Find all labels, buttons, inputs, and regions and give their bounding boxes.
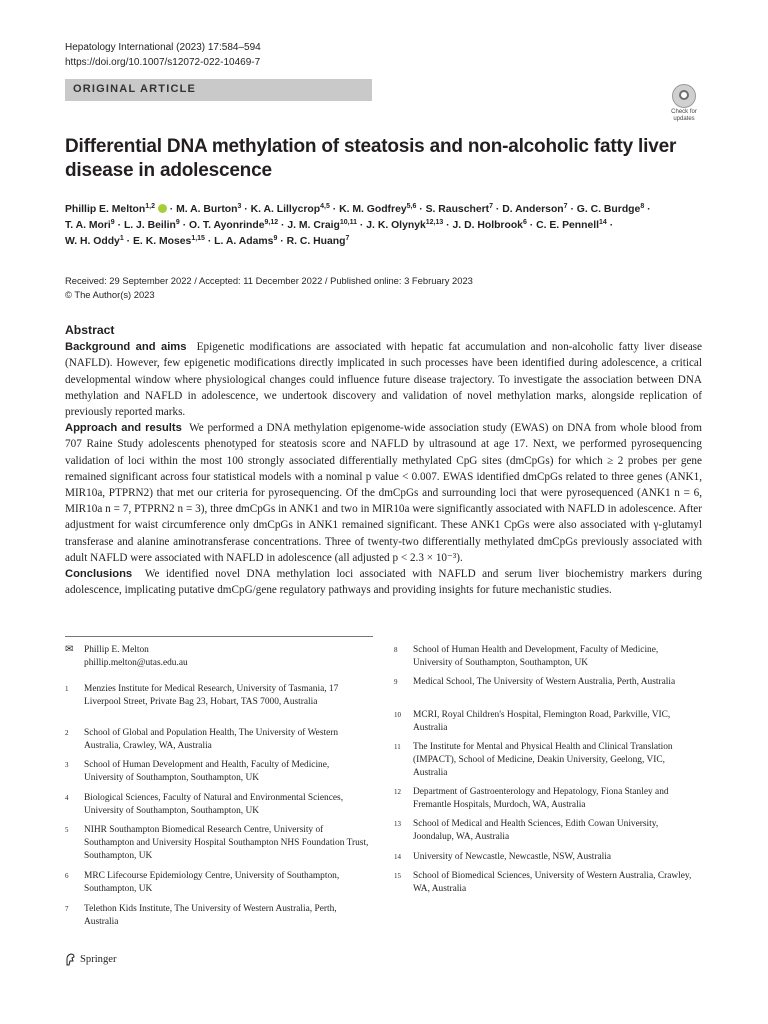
affiliation-item (394, 709, 704, 737)
affiliation-item (65, 759, 370, 787)
author-name: S. Rauschert$^7$ (425, 203, 494, 215)
springer-horse-icon (65, 953, 76, 966)
affiliation-item (394, 741, 704, 781)
affiliation-text: School of Human Development and Health, Faculty of Medicine, University of Southampton, Southampton, UK (84, 760, 330, 783)
affiliation-text: School of Human Health and Development, Faculty of Medicine, University of Southampton, Southampton, UK (413, 645, 659, 668)
affiliation-text: Telethon Kids Institute, The University of Western Australia, Perth, Australia (84, 904, 337, 927)
author-affiliation-sup: 9 (110, 219, 115, 226)
affiliation-number: 3 (65, 761, 69, 769)
affiliation-number: 6 (65, 872, 69, 880)
abstract-section-label: Background and aims (65, 341, 187, 354)
corresponding-author-name: Phillip E. Melton (84, 645, 149, 655)
author-name: D. Anderson$^7$ (502, 203, 568, 215)
affiliation-text: Menzies Institute for Medical Research, University of Tasmania, 17 Liverpool Street, Private Bag 23, Hobart, TAS 7000, Australia (84, 684, 339, 707)
author-affiliation-sup: 1 (119, 235, 124, 242)
affiliation-number: 8 (394, 646, 398, 654)
affiliation-number: 9 (394, 678, 398, 686)
author-name: J. M. Craig$^{10,11}$ (287, 219, 358, 231)
article-title: Differential DNA methylation of steatosis and non-alcoholic fatty liver disease in adolescence (65, 136, 677, 181)
publisher-footer (65, 953, 116, 966)
author-name: G. C. Burdge$^8$ (576, 203, 645, 215)
author-affiliation-sup: 6 (522, 219, 527, 226)
author-name: T. A. Mori$^9$ (65, 219, 115, 231)
publisher-name: Springer (80, 954, 117, 965)
correspondence-block (65, 644, 370, 674)
author-name: L. A. Adams$^9$ (214, 235, 278, 247)
affiliation-number: 5 (65, 826, 69, 834)
affiliation-number: 11 (394, 743, 401, 751)
author-name: E. K. Moses$^{1,15}$ (132, 235, 205, 247)
affiliation-number: 4 (65, 794, 69, 802)
affiliation-text: School of Medical and Health Sciences, Edith Cowan University, Joondalup, WA, Australia (413, 819, 659, 842)
affiliation-text: Medical School, The University of Western Australia, Perth, Australia (413, 677, 676, 687)
affiliation-number: 14 (394, 853, 401, 861)
affiliation-number: 1 (65, 685, 69, 693)
author-affiliation-sup: 5,6 (406, 203, 417, 210)
affiliation-text: School of Biomedical Sciences, University of Western Australia, Crawley, WA, Australia (413, 871, 692, 894)
author-list (65, 202, 715, 250)
author-affiliation-sup: 7 (563, 203, 568, 210)
author-name: M. A. Burton$^3$ (176, 203, 242, 215)
author-affiliation-sup: 10,11 (339, 219, 358, 226)
abstract-section-text: We performed a DNA methylation epigenome-wide association study (EWAS) on DNA from whole blood from 707 Raine Study adolescents phenotyped for steatosis score and NAFLD by ultrasound at age 17. Next, we performed pyrosequencing validation of loci within the most 100 strongly associated differentially methylated CpG sites (dmCpGs) for which ≥ 2 probes per gene remained significant across four statistical models with a nominal p value < 0.007. EWAS identified dmCpGs related to three genes (ANK1, MIR10a, PTPRN2) that met our criteria for pyrosequencing. Of the dmCpGs and surrounding loci that were pyrosequenced (ANK1 n = 6, MIR10a n = 7, PTPRN2 n = 3), three dmCpGs in ANK1 and two in MIR10a were significantly associated with NAFLD in adolescence. After adjustment for waist circumference only dmCpGs in ANK1 remained significant. These ANK1 CpGs were also associated with γ-glutamyl transferase and alanine aminotransferase concentrations. Three of twenty-two differentially methylated dmCpGs previously associated with adult NAFLD were associated with NAFLD in adolescence (all adjusted p < 2.3 × 10⁻³). (65, 422, 702, 564)
author-name: J. D. Holbrook$^6$ (452, 219, 527, 231)
author-name: W. H. Oddy$^1$ (65, 235, 124, 247)
affiliation-item (65, 727, 370, 755)
author-name: L. J. Beilin$^9$ (123, 219, 180, 231)
author-name: J. K. Olynyk$^{12,13}$ (366, 219, 444, 231)
affiliation-item (394, 786, 704, 814)
affiliation-item (394, 870, 704, 898)
footnote-divider (65, 636, 373, 637)
author-affiliation-sup: 9 (273, 235, 278, 242)
abstract-section-text: We identified novel DNA methylation loci associated with NAFLD and serum liver biochemistry markers during adolescence, implicating putative dmCpG/gene regulatory pathways and providing insights for future mechanistic studies. (65, 568, 702, 597)
author-name: R. C. Huang$^7$ (286, 235, 350, 247)
abstract-section-text: Epigenetic modifications are associated with hepatic fat accumulation and non-alcoholic fatty liver disease (NAFLD). However, few epigenetic modifications directly implicated in such processes have been identified during adolescence, a critical developmental window where physiological changes could influence future disease trajectory. To investigate the association between DNA methylation and NAFLD in adolescence, we undertook discovery and validation of novel methylation marks, alongside replication of previously reported marks. (65, 341, 702, 419)
abstract-section-approach (65, 420, 702, 566)
author-affiliation-sup: 7 (345, 235, 350, 242)
envelope-icon: ✉ (65, 644, 74, 655)
affiliation-number: 10 (394, 711, 401, 719)
affiliation-text: The Institute for Mental and Physical Health and Clinical Translation (IMPACT), School of Medicine, Deakin University, Geelong, VIC, Australia (413, 742, 673, 778)
affiliation-number: 15 (394, 872, 401, 880)
article-type-label: ORIGINAL ARTICLE (73, 83, 197, 95)
affiliation-number: 7 (65, 905, 69, 913)
affiliation-number: 13 (394, 820, 401, 828)
author-name: O. T. Ayonrinde$^{9,12}$ (189, 219, 279, 231)
check-for-updates-badge[interactable] (666, 84, 702, 124)
author-affiliation-sup: 14 (599, 219, 607, 226)
author-name: Phillip E. Melton$^{1,2}$ (65, 203, 155, 215)
journal-citation: Hepatology International (2023) 17:584–594 (65, 42, 261, 53)
author-affiliation-sup: 9 (175, 219, 180, 226)
affiliation-item (65, 870, 370, 898)
author-line-2: T. A. Mori$^9$ · L. J. Beilin$^9$ · O. T. Ayonrinde$^{9,12}$ · J. M. Craig$^{10,11}$ · J. K. Olynyk$^{12,13}$ · J. D. Holbrook$^6$ · C. E. Pennell$^{14}$ · (65, 219, 614, 231)
affiliation-item (394, 644, 704, 672)
affiliation-text: NIHR Southampton Biomedical Research Centre, University of Southampton and University Hospital Southampton NHS Foundation Trust, Southampton, UK (84, 825, 369, 861)
check-updates-label: Check for updates (671, 109, 697, 122)
author-affiliation-sup: 4,5 (320, 203, 330, 210)
affiliation-text: MRC Lifecourse Epidemiology Centre, University of Southampton, Southampton, UK (84, 871, 340, 894)
orcid-icon[interactable] (158, 204, 167, 213)
abstract-section-label: Approach and results (65, 422, 182, 435)
author-name: K. M. Godfrey$^{5,6}$ (339, 203, 417, 215)
abstract-section-label: Conclusions (65, 568, 133, 581)
affiliation-number: 12 (394, 788, 401, 796)
journal-header (65, 40, 261, 70)
affiliation-number: 2 (65, 729, 69, 737)
author-affiliation-sup: 7 (489, 203, 494, 210)
author-affiliation-sup: 1,2 (145, 203, 155, 210)
abstract-section-background (65, 339, 702, 420)
affiliation-item (65, 792, 370, 820)
affiliation-item (394, 818, 704, 846)
check-updates-icon (672, 84, 696, 108)
author-affiliation-sup: 1,15 (191, 235, 205, 242)
affiliation-item (65, 824, 370, 864)
affiliation-text: MCRI, Royal Children's Hospital, Flemington Road, Parkville, VIC, Australia (413, 710, 671, 733)
abstract-section-conclusions (65, 566, 702, 598)
affiliation-text: Biological Sciences, Faculty of Natural and Environmental Sciences, University of Southampton, Southampton, UK (84, 793, 344, 816)
publication-dates (65, 274, 473, 302)
author-line-3: W. H. Oddy$^1$ · E. K. Moses$^{1,15}$ · L. A. Adams$^9$ · R. C. Huang$^7$ (65, 235, 350, 247)
author-name: C. E. Pennell$^{14}$ (536, 219, 607, 231)
affiliation-text: School of Global and Population Health, The University of Western Australia, Crawley, WA, Australia (84, 728, 339, 751)
affiliation-item (65, 903, 370, 931)
author-affiliation-sup: 9,12 (264, 219, 279, 226)
affiliation-text: University of Newcastle, Newcastle, NSW, Australia (413, 852, 612, 862)
doi-link[interactable]: https://doi.org/10.1007/s12072-022-10469-7 (65, 57, 261, 68)
copyright-line: © The Author(s) 2023 (65, 289, 155, 300)
corresponding-author-email[interactable]: phillip.melton@utas.edu.au (84, 658, 188, 668)
article-type-bar (65, 79, 372, 101)
abstract (65, 322, 702, 598)
abstract-heading: Abstract (65, 323, 115, 337)
author-affiliation-sup: 8 (640, 203, 645, 210)
author-affiliation-sup: 3 (237, 203, 242, 210)
affiliation-item (65, 683, 370, 723)
affiliation-text: Department of Gastroenterology and Hepatology, Fiona Stanley and Fremantle Hospitals, Murdoch, WA, Australia (413, 787, 669, 810)
dates-line: Received: 29 September 2022 / Accepted: 11 December 2022 / Published online: 3 February 2023 (65, 275, 473, 286)
affiliation-item (394, 851, 704, 867)
author-name: K. A. Lillycrop$^{4,5}$ (250, 203, 330, 215)
author-affiliation-sup: 12,13 (425, 219, 444, 226)
author-line-1: Phillip E. Melton$^{1,2}$ · M. A. Burton$^3$ · K. A. Lillycrop$^{4,5}$ · K. M. Godfrey$^{5,6}$ · S. Rauschert$^7$ · D. Anderson$^7$ · G. C. Burdge$^8$ · (65, 203, 651, 215)
affiliation-item (394, 676, 704, 704)
